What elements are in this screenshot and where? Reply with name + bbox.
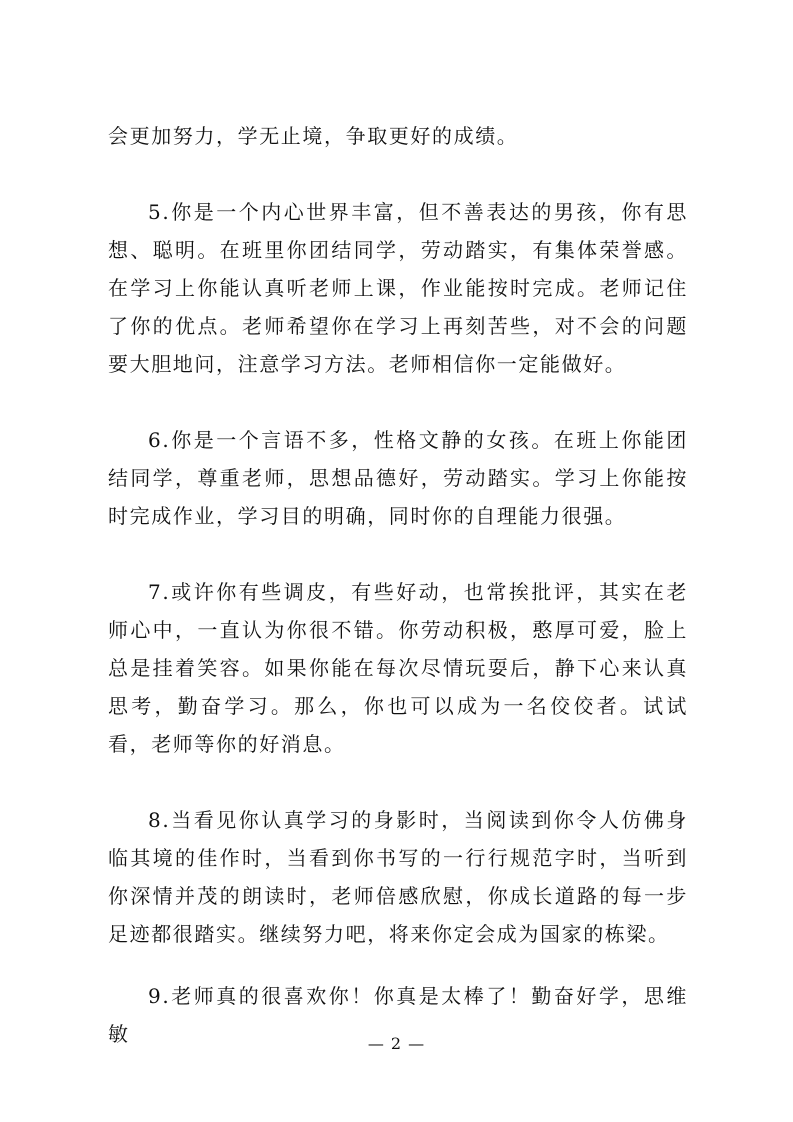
paragraph-7: 7.或许你有些调皮，有些好动，也常挨批评，其实在老师心中，一直认为你很不错。你劳动积极，憨厚可爱，脸上总是挂着笑容。如果你能在每次尽情玩耍后，静下心来认真思考，勤奋学习。那么，你也可以成为一名佼佼者。试试看，老师等你的好消息。 [108, 580, 688, 756]
paragraph-9: 9.老师真的很喜欢你！你真是太棒了！勤奋好学，思维敏 [108, 984, 688, 1046]
page-number: — 2 — [367, 1034, 426, 1053]
paragraph-continuation: 会更加努力，学无止境，争取更好的成绩。 [108, 124, 519, 148]
paragraph-6: 6.你是一个言语不多，性格文静的女孩。在班上你能团结同学，尊重老师，思想品德好，劳动踏实。学习上你能按时完成作业，学习目的明确，同时你的自理能力很强。 [108, 428, 688, 528]
paragraph-5: 5.你是一个内心世界丰富，但不善表达的男孩，你有思想、聪明。在班里你团结同学，劳动踏实，有集体荣誉感。在学习上你能认真听老师上课，作业能按时完成。老师记住了你的优点。老师希望你在学习上再刻苦些，对不会的问题要大胆地问，注意学习方法。老师相信你一定能做好。 [108, 200, 688, 376]
paragraph-8: 8.当看见你认真学习的身影时，当阅读到你令人仿佛身临其境的佳作时，当看到你书写的一行行规范字时，当听到你深情并茂的朗读时，老师倍感欣慰，你成长道路的每一步足迹都很踏实。继续努力吧，将来你定会成为国家的栋梁。 [108, 808, 688, 946]
